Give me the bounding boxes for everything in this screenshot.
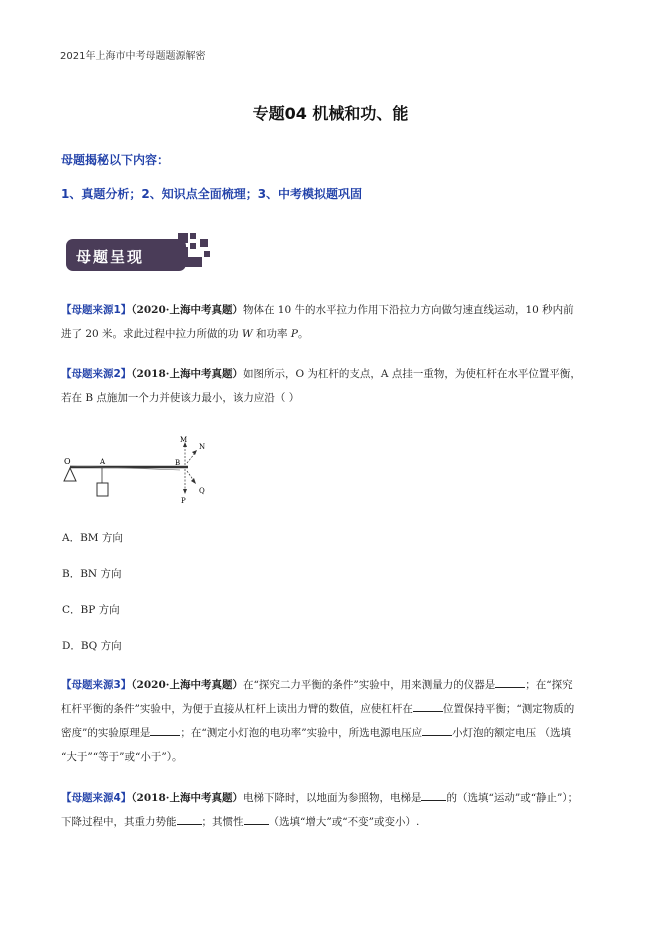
q4-text-1a: 电梯下降时，以地面为参照物，电梯是	[242, 792, 422, 804]
label-a: A	[100, 458, 106, 466]
q4-text-2a: 下降过程中，其重力势能	[61, 816, 177, 828]
q2-line-2: 若在 B 点施加一个力并使该力最小，该力应沿（ ）	[61, 392, 300, 404]
q4-text-2c: （选填“增大”或“不变”或变小）.	[268, 816, 420, 828]
q2-source: （2018·上海中考真题）	[131, 368, 243, 380]
q4-source: （2018·上海中考真题）	[131, 792, 243, 804]
question-2	[61, 362, 606, 410]
label-p: P	[181, 497, 186, 505]
lever-figure	[60, 425, 240, 510]
banner-decoration-icon	[174, 229, 218, 273]
q3-text-3c: 小灯泡的额定电压 （选填	[452, 727, 571, 739]
q2-text-1: 如图所示，O 为杠杆的支点，A 点挂一重物，为使杠杆在水平位置平衡，	[242, 368, 581, 380]
q2-line-1	[61, 362, 606, 386]
q4-line-1	[61, 786, 606, 810]
q3-source: （2020·上海中考真题）	[131, 679, 243, 691]
q4-blank-2[interactable]	[177, 813, 202, 825]
q2-tag: 【母题来源2】	[61, 368, 132, 380]
question-1	[61, 298, 606, 346]
q3-text-1b: ；在“探究	[525, 679, 573, 691]
q4-text-2b: ；其惯性	[201, 816, 244, 828]
q1-line-1	[61, 298, 606, 322]
q3-line-2	[61, 697, 606, 721]
q4-line-2	[61, 810, 606, 834]
q3-text-1a: 在“探究二力平衡的条件”实验中，用来测量力的仪器是	[242, 679, 496, 691]
label-b: B	[175, 459, 181, 467]
q1-text-2c: 。	[297, 328, 309, 340]
q1-text-2a: 进了 20 米。求此过程中拉力所做的功	[61, 328, 239, 340]
label-q: Q	[199, 487, 205, 495]
option-a: A．BM 方向	[62, 532, 123, 544]
q1-var-w: W	[241, 328, 253, 340]
q3-line-1	[61, 673, 606, 697]
q3-line-3	[61, 721, 606, 745]
q1-tag: 【母题来源1】	[61, 304, 132, 316]
q3-text-2b: 位置保持平衡；“测定物质的	[442, 703, 575, 715]
question-4	[61, 786, 606, 834]
q3-text-3a: 密度”的实验原理是	[61, 727, 151, 739]
q3-blank-1[interactable]	[495, 676, 525, 688]
intro-heading: 母题揭秘以下内容：	[61, 153, 170, 167]
q3-line-4: “大于”“等于”或“小于”）。	[61, 751, 183, 763]
question-3	[61, 673, 606, 769]
hanging-weight	[97, 483, 108, 496]
q3-blank-3[interactable]	[150, 724, 180, 736]
page-header: 2021年上海市中考母题题源解密	[60, 51, 206, 62]
intro-outline: 1、真题分析；2、知识点全面梳理；3、中考模拟题巩固	[61, 187, 363, 201]
q1-source: （2020·上海中考真题）	[131, 304, 243, 316]
q1-line-2	[61, 322, 606, 346]
q3-text-2a: 杠杆平衡的条件”实验中，为便于直接从杠杆上读出力臂的数值，应使杠杆在	[61, 703, 413, 715]
q3-text-3b: ；在“测定小灯泡的电功率”实验中，所选电源电压应	[180, 727, 423, 739]
q3-blank-2[interactable]	[413, 700, 443, 712]
pivot-triangle	[64, 468, 76, 481]
q1-text-1: 物体在 10 牛的水平拉力作用下沿拉力方向做匀速直线运动，10 秒内前	[242, 304, 574, 316]
q1-text-2b: 和功率	[256, 328, 288, 340]
q3-blank-4[interactable]	[422, 724, 452, 736]
q3-tag: 【母题来源3】	[61, 679, 132, 691]
label-m: M	[180, 436, 188, 444]
q4-blank-1[interactable]	[421, 789, 446, 801]
q4-blank-3[interactable]	[244, 813, 269, 825]
label-o: O	[64, 457, 71, 466]
section-banner	[66, 229, 216, 273]
q1-var-p: P	[290, 328, 298, 340]
q4-tag: 【母题来源4】	[61, 792, 132, 804]
option-c: C．BP 方向	[62, 604, 120, 616]
page-title: 专题04 机械和功、能	[252, 104, 409, 123]
option-d: D．BQ 方向	[62, 640, 122, 652]
label-n: N	[199, 443, 206, 451]
banner-text: 母题呈现	[76, 248, 145, 266]
option-b: B．BN 方向	[62, 568, 122, 580]
q4-text-1b: 的（选填“运动”或“静止”）；	[446, 792, 579, 804]
arrow-bn	[187, 453, 195, 463]
